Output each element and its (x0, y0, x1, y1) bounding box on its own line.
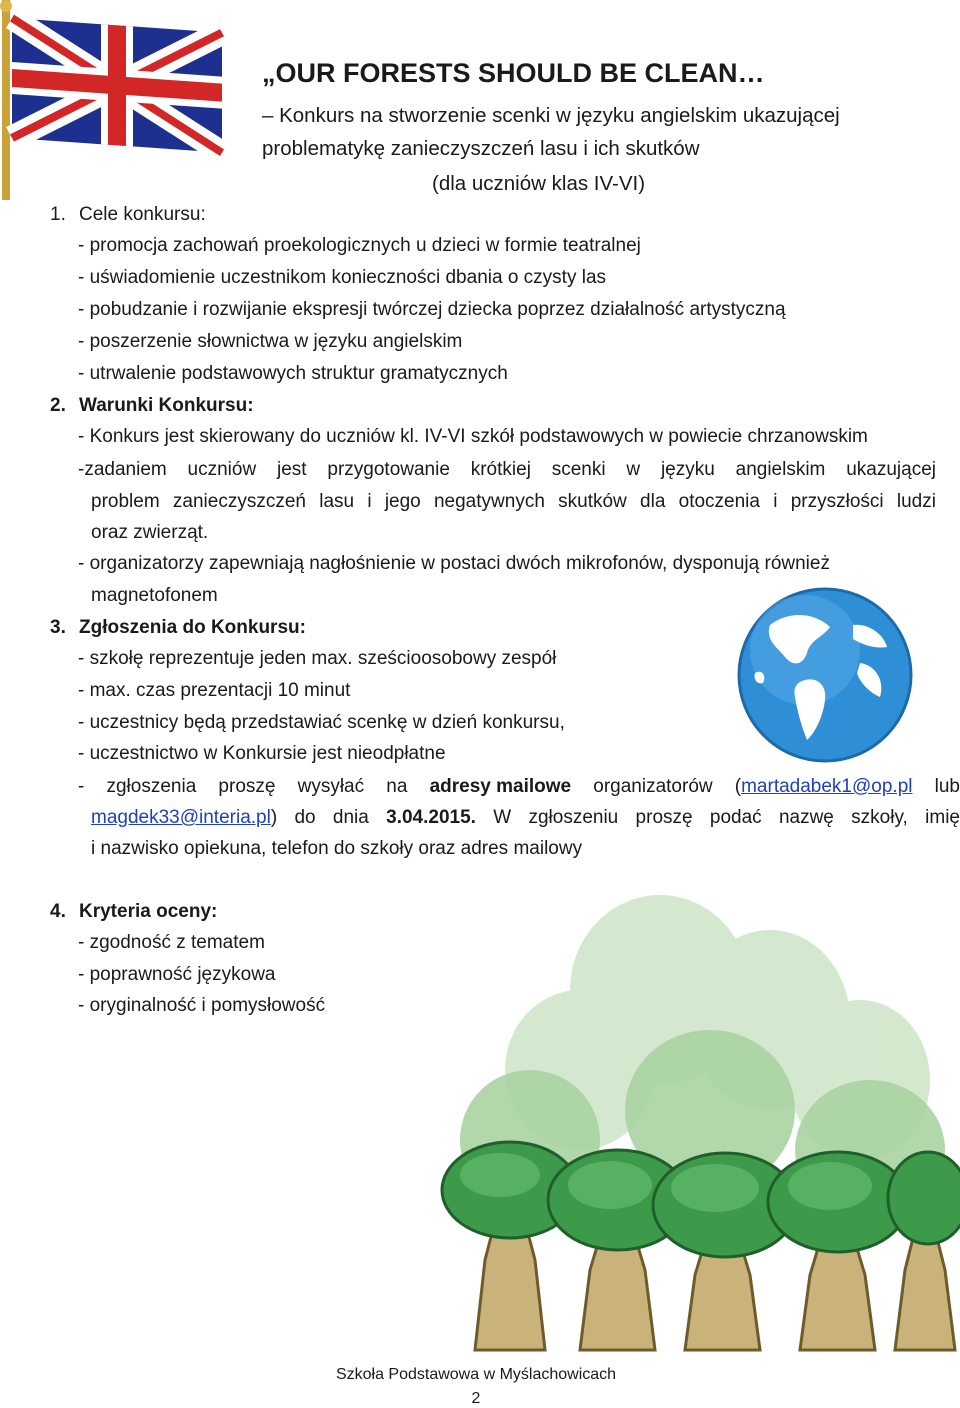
word: wysyłać (297, 776, 365, 797)
word: zgłoszeniu (528, 807, 619, 828)
list-item: - promocja zachowań proekologicznych u dzieci w formie teatralnej (78, 235, 641, 256)
list-item: - utrwalenie podstawowych struktur gramatycznych (78, 363, 508, 384)
list-item: - organizatorzy zapewniają nagłośnienie w postaci dwóch mikrofonów, dysponują również (78, 553, 830, 574)
deadline-date: 3.04.2015. (386, 807, 476, 828)
email-link-2[interactable]: magdek33@interia.pl (91, 807, 271, 828)
word: jego (384, 491, 421, 512)
section-2-number: 2. (50, 395, 66, 416)
word: zanieczyszczeń (172, 491, 306, 512)
section-1-heading: Cele konkursu: (79, 204, 206, 225)
word: ( (734, 776, 742, 797)
union-jack-flag-image (0, 0, 240, 200)
word: nazwę (778, 807, 834, 828)
word: w (626, 459, 641, 480)
word: lub (934, 776, 960, 797)
word: szkoły, (851, 807, 908, 828)
section-3-number: 3. (50, 617, 66, 638)
word: skutków (558, 491, 627, 512)
word: ukazującej (846, 459, 936, 480)
list-item: - zgodność z tematem (78, 932, 265, 953)
word: W (493, 807, 512, 828)
list-item: - max. czas prezentacji 10 minut (78, 680, 351, 701)
word: organizatorów (593, 776, 713, 797)
word: jest (277, 459, 307, 480)
page-number: 2 (471, 1390, 481, 1407)
justified-line (91, 491, 936, 513)
list-item: - poszerzenie słownictwa w języku angielskim (78, 331, 463, 352)
word: proszę (635, 807, 693, 828)
globe-image (735, 585, 915, 765)
word: - (78, 776, 85, 797)
bold-phrase: adresy mailowe (429, 776, 572, 797)
justified-line (78, 776, 960, 798)
word: do (294, 807, 316, 828)
subtitle-line-3: (dla uczniów klas IV-VI) (432, 172, 646, 195)
page-title: „OUR FORESTS SHOULD BE CLEAN… (262, 58, 765, 88)
word: imię (925, 807, 960, 828)
list-item: oraz zwierząt. (91, 522, 209, 543)
section-4-number: 4. (50, 901, 66, 922)
justified-line (78, 459, 936, 481)
word: podać (709, 807, 762, 828)
email-link-1[interactable]: martadabek1@op.pl (741, 776, 913, 797)
section-3-heading: Zgłoszenia do Konkursu: (79, 617, 306, 638)
list-item: - uczestnictwo w Konkursie jest nieodpłatne (78, 743, 446, 764)
word: przygotowanie (327, 459, 450, 480)
word: angielskim (735, 459, 826, 480)
word: ludzi (896, 491, 936, 512)
list-item: - Konkurs jest skierowany do uczniów kl. IV-VI szkół podstawowych w powiecie chrzanowskim (78, 426, 868, 447)
word: negatywnych (433, 491, 545, 512)
word: otoczenia (678, 491, 760, 512)
subtitle-line-2: problematykę zanieczyszczeń lasu i ich skutków (262, 137, 700, 160)
word: proszę (218, 776, 276, 797)
footer-school: Szkoła Podstawowa w Myślachowicach (335, 1366, 617, 1383)
word: języku (660, 459, 715, 480)
justified-line (91, 807, 960, 829)
word: krótkiej (470, 459, 531, 480)
list-item: - poprawność językowa (78, 964, 276, 985)
word: lasu (319, 491, 355, 512)
word: i (773, 491, 778, 512)
subtitle-line-1: – Konkurs na stworzenie scenki w języku angielskim ukazującej (262, 104, 840, 127)
word: dnia (332, 807, 369, 828)
word: scenki (551, 459, 606, 480)
word: na (386, 776, 408, 797)
word: -zadaniem (78, 459, 167, 480)
list-item: - uświadomienie uczestnikom konieczności dbania o czysty las (78, 267, 607, 288)
word: problem (91, 491, 160, 512)
list-item: - pobudzanie i rozwijanie ekspresji twórczej dziecka poprzez działalność artystyczną (78, 299, 786, 320)
word: i (367, 491, 372, 512)
list-item: - szkołę reprezentuje jeden max. sześcioosobowy zespół (78, 648, 557, 669)
list-item: - oryginalność i pomysłowość (78, 995, 326, 1016)
word: przyszłości (790, 491, 884, 512)
word: zgłoszenia (106, 776, 197, 797)
list-item: magnetofonem (91, 585, 218, 606)
section-1-number: 1. (50, 204, 66, 225)
word: dla (640, 491, 666, 512)
forest-image (440, 880, 960, 1360)
word: ) (270, 807, 278, 828)
list-item: - uczestnicy będą przedstawiać scenkę w dzień konkursu, (78, 712, 565, 733)
section-2-heading: Warunki Konkursu: (79, 395, 254, 416)
list-item: i nazwisko opiekuna, telefon do szkoły oraz adres mailowy (91, 838, 583, 859)
section-4-heading: Kryteria oceny: (79, 901, 218, 922)
word: uczniów (187, 459, 257, 480)
